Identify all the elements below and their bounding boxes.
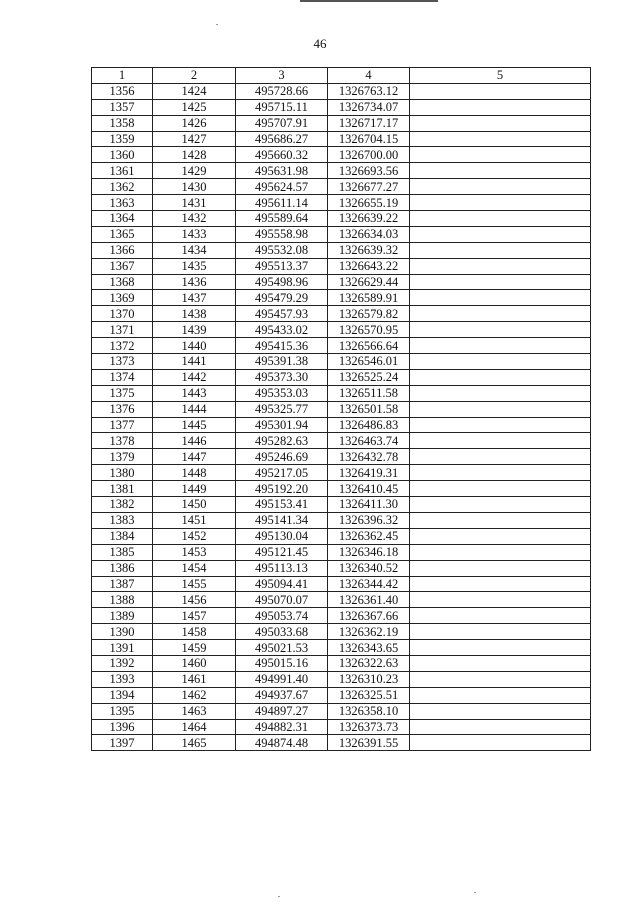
table-row [92,560,591,576]
table-cell: 1375 [92,385,153,401]
table-cell [410,465,591,481]
table-cell [410,211,591,227]
table-cell: 1326362.45 [328,528,410,544]
table-cell: 1381 [92,481,153,497]
table-cell: 1326579.82 [328,306,410,322]
table-cell: 1449 [153,481,236,497]
table-cell: 495631.98 [236,163,328,179]
table-cell: 1432 [153,211,236,227]
table-cell: 1444 [153,401,236,417]
table-cell: 495113.13 [236,560,328,576]
table-cell [410,449,591,465]
table-cell: 1326704.15 [328,131,410,147]
table-cell: 495053.74 [236,608,328,624]
table-cell: 495094.41 [236,576,328,592]
table-cell [410,163,591,179]
table-cell [410,274,591,290]
table-cell: 1439 [153,322,236,338]
table-cell: 495070.07 [236,592,328,608]
table-cell [410,369,591,385]
table-cell: 1326700.00 [328,147,410,163]
table-cell [410,433,591,449]
table-cell: 1442 [153,369,236,385]
table-row [92,195,591,211]
table-cell: 1374 [92,369,153,385]
table-row [92,719,591,735]
table-row [92,624,591,640]
table-cell: 1326511.58 [328,385,410,401]
table-cell: 495589.64 [236,211,328,227]
table-cell: 1358 [92,115,153,131]
table-cell: 1458 [153,624,236,640]
table-cell [410,576,591,592]
table-cell: 1367 [92,258,153,274]
table-cell [410,401,591,417]
table-cell: 1443 [153,385,236,401]
table-cell: 1326396.32 [328,512,410,528]
table-cell [410,417,591,433]
table-cell: 1426 [153,115,236,131]
table-cell: 1356 [92,83,153,99]
table-cell: 1385 [92,544,153,560]
table-cell: 494897.27 [236,703,328,719]
table-cell: 1453 [153,544,236,560]
table-cell: 1326639.22 [328,211,410,227]
table-cell: 495558.98 [236,226,328,242]
table-cell: 1396 [92,719,153,735]
table-row [92,544,591,560]
table-cell: 1447 [153,449,236,465]
table-cell: 1326325.51 [328,687,410,703]
table-cell: 1451 [153,512,236,528]
table-cell [410,83,591,99]
table-cell: 1437 [153,290,236,306]
table-cell [410,703,591,719]
table-cell: 1383 [92,512,153,528]
table-cell: 1461 [153,671,236,687]
table-row [92,211,591,227]
table-cell: 495021.53 [236,640,328,656]
scan-speck [278,896,280,897]
table-cell: 1326343.65 [328,640,410,656]
table-cell: 1326344.42 [328,576,410,592]
table-cell: 1387 [92,576,153,592]
table-cell [410,481,591,497]
table-cell: 1430 [153,179,236,195]
column-header: 1 [92,68,153,84]
table-cell: 495479.29 [236,290,328,306]
table-cell: 495532.08 [236,242,328,258]
table-cell: 1463 [153,703,236,719]
table-row [92,83,591,99]
table-cell: 1465 [153,735,236,751]
table-cell [410,258,591,274]
table-cell: 1326629.44 [328,274,410,290]
table-cell [410,592,591,608]
table-cell: 495373.30 [236,369,328,385]
table-cell: 1394 [92,687,153,703]
table-row [92,306,591,322]
header-rule [300,0,438,2]
table-row [92,338,591,354]
table-cell: 1459 [153,640,236,656]
table-cell: 1445 [153,417,236,433]
table-row [92,592,591,608]
table-row [92,671,591,687]
table-row [92,401,591,417]
table-cell: 1369 [92,290,153,306]
table-cell: 1382 [92,497,153,513]
table-row [92,417,591,433]
table-cell [410,497,591,513]
table-cell [410,195,591,211]
table-cell: 1326486.83 [328,417,410,433]
table-cell: 1326677.27 [328,179,410,195]
table-row [92,576,591,592]
table-cell: 1433 [153,226,236,242]
table-cell [410,179,591,195]
table-cell: 495246.69 [236,449,328,465]
table-cell: 1370 [92,306,153,322]
table-row [92,528,591,544]
table-cell: 495513.37 [236,258,328,274]
table-cell: 1448 [153,465,236,481]
table-cell: 1391 [92,640,153,656]
table-cell: 495415.36 [236,338,328,354]
table-cell: 1326432.78 [328,449,410,465]
table-cell: 1368 [92,274,153,290]
table-cell: 1363 [92,195,153,211]
table-cell: 495715.11 [236,99,328,115]
table-cell: 1390 [92,624,153,640]
table-cell [410,640,591,656]
table-cell: 495391.38 [236,354,328,370]
table-cell: 1326717.17 [328,115,410,131]
table-cell: 495498.96 [236,274,328,290]
table-cell: 494991.40 [236,671,328,687]
table-cell: 1362 [92,179,153,195]
table-cell: 1376 [92,401,153,417]
table-cell: 495433.02 [236,322,328,338]
table-cell: 495033.68 [236,624,328,640]
table-cell: 1326346.18 [328,544,410,560]
table-cell: 1379 [92,449,153,465]
table-row [92,290,591,306]
table-row [92,449,591,465]
table-cell: 1326391.55 [328,735,410,751]
table-cell: 1326310.23 [328,671,410,687]
table-cell: 1326566.64 [328,338,410,354]
table-cell: 1393 [92,671,153,687]
table-cell: 1454 [153,560,236,576]
table-cell: 1326763.12 [328,83,410,99]
table-cell: 1326693.56 [328,163,410,179]
table-cell [410,338,591,354]
table-cell: 1395 [92,703,153,719]
table-cell: 1431 [153,195,236,211]
table-cell: 1326634.03 [328,226,410,242]
table-cell: 495728.66 [236,83,328,99]
table-cell: 1378 [92,433,153,449]
table-cell: 495353.03 [236,385,328,401]
table-row [92,481,591,497]
table-row [92,242,591,258]
table-cell: 1440 [153,338,236,354]
table-cell: 1435 [153,258,236,274]
table-row [92,385,591,401]
scan-speck [474,892,476,893]
table-cell: 1365 [92,226,153,242]
table-cell: 495660.32 [236,147,328,163]
table-cell: 1386 [92,560,153,576]
column-header: 5 [410,68,591,84]
table-row [92,258,591,274]
table-cell: 1326570.95 [328,322,410,338]
column-header: 4 [328,68,410,84]
table-row [92,115,591,131]
table-cell: 495153.41 [236,497,328,513]
table-row [92,497,591,513]
table-cell: 495686.27 [236,131,328,147]
table-row [92,735,591,751]
table-cell: 495282.63 [236,433,328,449]
table-cell [410,512,591,528]
table-cell [410,528,591,544]
table-cell: 1326362.19 [328,624,410,640]
table-row [92,226,591,242]
table-row [92,608,591,624]
table-cell: 1380 [92,465,153,481]
table-cell: 1424 [153,83,236,99]
table-row [92,147,591,163]
table-cell: 495624.57 [236,179,328,195]
table-cell [410,544,591,560]
table-cell: 1436 [153,274,236,290]
table-cell [410,306,591,322]
table-cell [410,322,591,338]
table-cell: 1366 [92,242,153,258]
table-cell: 1388 [92,592,153,608]
table-cell: 495015.16 [236,655,328,671]
table-cell: 1377 [92,417,153,433]
table-cell: 1428 [153,147,236,163]
table-cell: 1425 [153,99,236,115]
table-cell: 1384 [92,528,153,544]
table-row [92,99,591,115]
table-cell: 1357 [92,99,153,115]
table-row [92,131,591,147]
table-cell: 1464 [153,719,236,735]
table-cell [410,687,591,703]
table-cell: 494882.31 [236,719,328,735]
table-cell: 1326373.73 [328,719,410,735]
table-cell: 495611.14 [236,195,328,211]
table-cell: 1364 [92,211,153,227]
table-cell: 1326340.52 [328,560,410,576]
table-cell: 1452 [153,528,236,544]
table-cell: 1326639.32 [328,242,410,258]
table-cell: 495141.34 [236,512,328,528]
table-cell [410,624,591,640]
table-cell: 1434 [153,242,236,258]
page-number: 46 [313,36,327,51]
table-cell: 1359 [92,131,153,147]
table-cell [410,226,591,242]
table-cell [410,131,591,147]
table-cell [410,115,591,131]
table-cell: 1326501.58 [328,401,410,417]
table-cell [410,608,591,624]
table-cell [410,290,591,306]
scan-speck [216,24,218,25]
table-cell: 1457 [153,608,236,624]
table-cell [410,147,591,163]
table-cell: 495325.77 [236,401,328,417]
table-cell: 495707.91 [236,115,328,131]
table-cell: 1429 [153,163,236,179]
table-cell: 495301.94 [236,417,328,433]
table-row [92,433,591,449]
table-cell: 1372 [92,338,153,354]
table-cell: 1373 [92,354,153,370]
table-row [92,322,591,338]
table-cell: 1456 [153,592,236,608]
table-row [92,512,591,528]
table-cell: 1441 [153,354,236,370]
table-cell: 1450 [153,497,236,513]
table-cell [410,242,591,258]
table-row [92,655,591,671]
table-cell: 1326322.63 [328,655,410,671]
coordinates-table [91,67,591,751]
table-cell: 1392 [92,655,153,671]
table-row [92,703,591,719]
table-cell: 1460 [153,655,236,671]
table-cell: 495457.93 [236,306,328,322]
column-header: 3 [236,68,328,84]
table-cell: 495130.04 [236,528,328,544]
column-header: 2 [153,68,236,84]
table-cell [410,385,591,401]
table-cell: 495121.45 [236,544,328,560]
table-cell: 1455 [153,576,236,592]
table-cell [410,560,591,576]
table-cell [410,655,591,671]
table-cell [410,719,591,735]
table-cell: 1326589.91 [328,290,410,306]
table-cell: 1326463.74 [328,433,410,449]
table-cell: 494937.67 [236,687,328,703]
table-cell: 1326367.66 [328,608,410,624]
table-cell [410,354,591,370]
table-cell: 1326734.07 [328,99,410,115]
table-cell: 1397 [92,735,153,751]
table-cell: 1326643.22 [328,258,410,274]
table-cell: 1389 [92,608,153,624]
table-row [92,274,591,290]
table-row [92,354,591,370]
table-row [92,640,591,656]
table-body [92,83,591,750]
table-cell: 495217.05 [236,465,328,481]
table-row [92,179,591,195]
table-cell: 1427 [153,131,236,147]
table-row [92,465,591,481]
table-row [92,369,591,385]
table-cell: 1326358.10 [328,703,410,719]
table-cell: 1326546.01 [328,354,410,370]
table-cell: 1326525.24 [328,369,410,385]
table-cell: 1326410.45 [328,481,410,497]
table-cell [410,671,591,687]
table-cell: 1361 [92,163,153,179]
table-cell: 495192.20 [236,481,328,497]
table-cell: 1438 [153,306,236,322]
table-cell: 1446 [153,433,236,449]
table-cell [410,735,591,751]
table-row [92,163,591,179]
table-cell: 1326361.40 [328,592,410,608]
table-cell: 494874.48 [236,735,328,751]
table-cell [410,99,591,115]
table-cell: 1326411.30 [328,497,410,513]
table-cell: 1462 [153,687,236,703]
table-header-row [92,68,591,84]
table-cell: 1326419.31 [328,465,410,481]
table-row [92,687,591,703]
table-cell: 1360 [92,147,153,163]
table-cell: 1371 [92,322,153,338]
table-cell: 1326655.19 [328,195,410,211]
